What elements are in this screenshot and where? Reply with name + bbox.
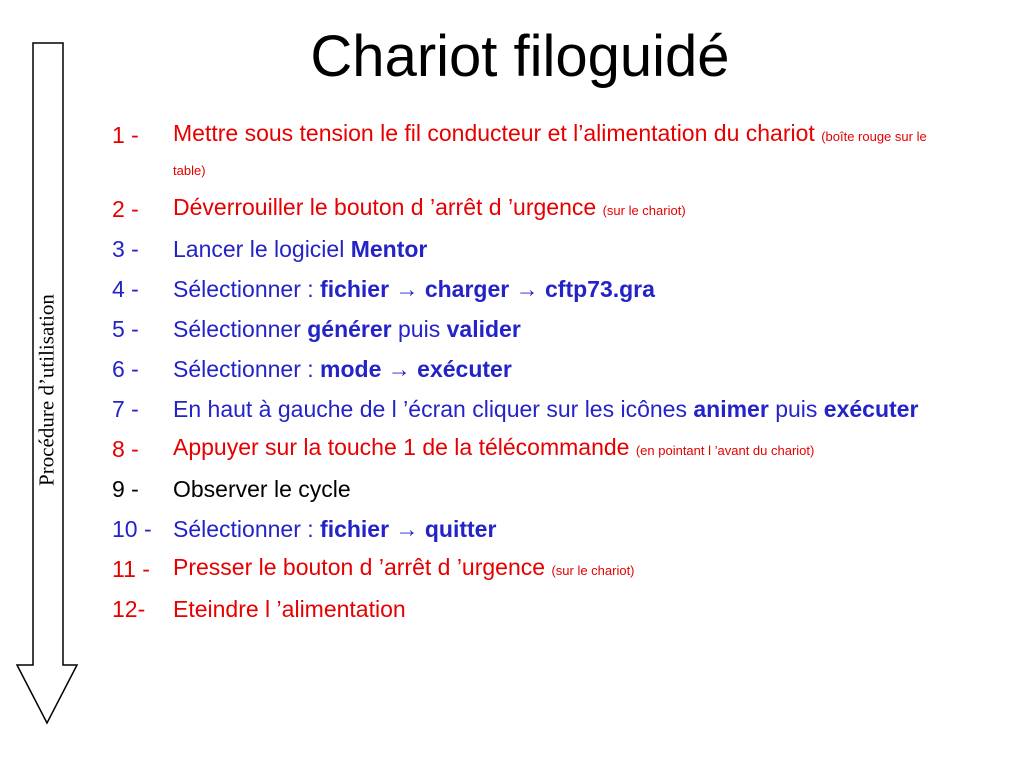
procedure-label: Procédure d’utilisation	[34, 294, 59, 486]
step-phrase: Lancer le logiciel	[173, 236, 351, 262]
step-text	[173, 352, 932, 386]
step-phrase: Appuyer sur la touche 1 de la télécommande	[173, 434, 636, 460]
step-phrase: En haut à gauche de l ’écran cliquer sur les icônes	[173, 396, 694, 422]
step-item	[112, 472, 932, 506]
step-phrase: Sélectionner :	[173, 356, 321, 382]
step-number: 6 -	[112, 356, 139, 382]
page-title: Chariot filoguidé	[310, 24, 730, 89]
step-keyword: exécuter	[417, 356, 512, 382]
step-keyword: cftp73.gra	[545, 276, 655, 302]
step-note: (sur le chariot)	[551, 563, 635, 578]
step-phrase: Sélectionner :	[173, 276, 321, 302]
step-phrase: Mettre sous tension le fil conducteur et l’alimentation du chariot	[173, 120, 822, 146]
step-item	[112, 512, 932, 546]
step-number: 1 -	[112, 122, 139, 148]
step-text	[173, 192, 932, 226]
step-number: 9 -	[112, 476, 139, 502]
step-item	[112, 272, 932, 306]
step-keyword: fichier	[320, 276, 390, 302]
step-text	[173, 472, 932, 506]
step-text	[173, 392, 932, 426]
step-note: (boîte rouge sur le table)	[173, 129, 927, 178]
arrow-right-icon: →	[509, 276, 545, 302]
step-text	[173, 432, 932, 466]
step-keyword: mode	[320, 356, 382, 382]
step-number: 5 -	[112, 316, 139, 342]
steps-list	[112, 118, 932, 632]
step-phrase: Déverrouiller le bouton d ’arrêt d ’urgence	[173, 194, 603, 220]
step-phrase: Observer le cycle	[173, 476, 351, 502]
step-text	[173, 592, 932, 626]
step-keyword: exécuter	[823, 396, 919, 422]
step-keyword: Mentor	[350, 236, 428, 262]
arrow-right-icon: →	[381, 356, 418, 382]
step-phrase: Sélectionner :	[173, 516, 321, 542]
step-keyword: fichier	[320, 516, 390, 542]
step-item	[112, 392, 932, 426]
step-keyword: charger	[424, 276, 510, 302]
step-item	[112, 592, 932, 626]
step-note: (sur le chariot)	[602, 203, 686, 218]
step-phrase: puis	[391, 316, 447, 342]
arrow-right-icon: →	[389, 516, 425, 542]
step-number: 2 -	[112, 196, 139, 222]
arrow-right-icon: →	[389, 276, 425, 302]
step-number: 3 -	[112, 236, 139, 262]
step-text	[173, 232, 932, 266]
step-item	[112, 118, 932, 186]
step-text	[173, 272, 932, 306]
step-item	[112, 232, 932, 266]
step-phrase: Eteindre l ’alimentation	[173, 596, 406, 622]
step-number: 12-	[112, 596, 146, 622]
step-note: (en pointant l ’avant du chariot)	[635, 443, 815, 458]
step-keyword: animer	[693, 396, 769, 422]
step-phrase: Presser le bouton d ’arrêt d ’urgence	[173, 554, 552, 580]
step-number: 4 -	[112, 276, 139, 302]
step-item	[112, 352, 932, 386]
step-number: 10 -	[112, 516, 152, 542]
step-number: 8 -	[112, 436, 139, 462]
step-item	[112, 552, 932, 586]
step-item	[112, 432, 932, 466]
step-keyword: quitter	[424, 516, 497, 542]
step-text	[173, 552, 932, 586]
step-text	[173, 118, 932, 186]
step-number: 7 -	[112, 396, 139, 422]
step-keyword: valider	[446, 316, 521, 342]
step-item	[112, 312, 932, 346]
step-phrase: puis	[768, 396, 824, 422]
step-item	[112, 192, 932, 226]
step-text	[173, 512, 932, 546]
step-keyword: générer	[307, 316, 392, 342]
step-number: 11 -	[112, 556, 150, 582]
step-phrase: Sélectionner	[173, 316, 308, 342]
step-text	[173, 312, 932, 346]
